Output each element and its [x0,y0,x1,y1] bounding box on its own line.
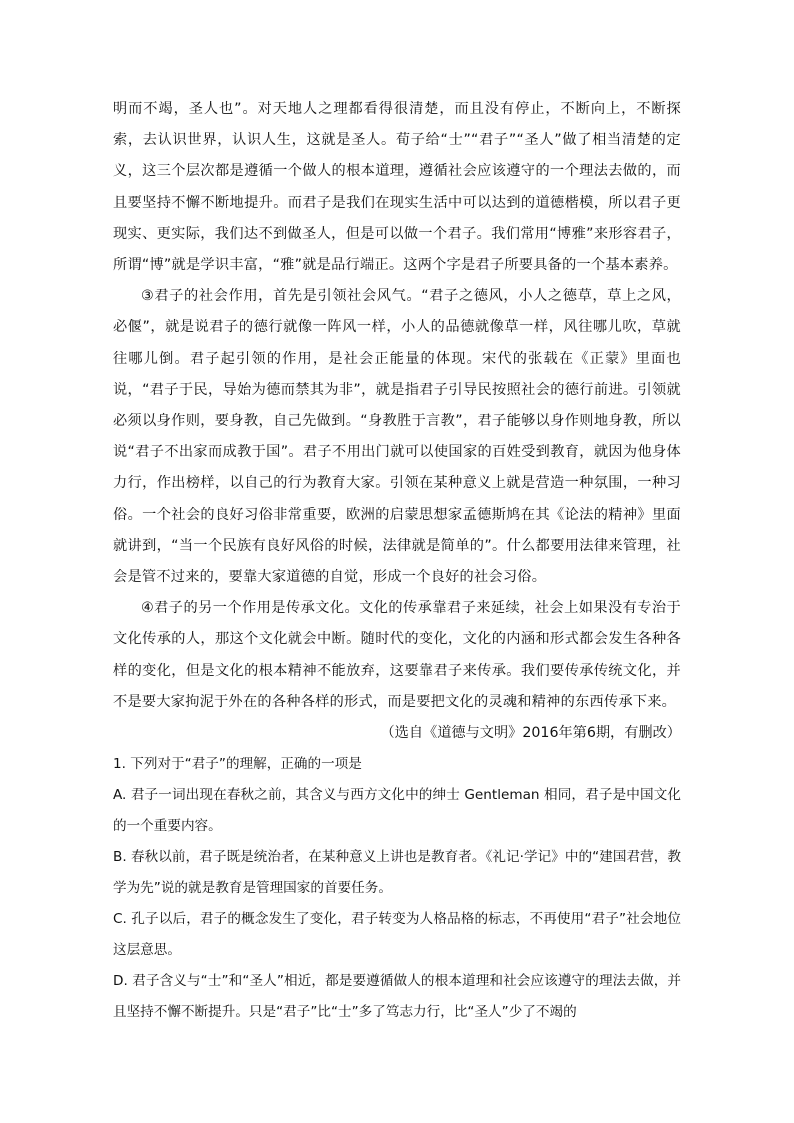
option-a: A. 君子一词出现在春秋之前，其含义与西方文化中的绅士 Gentleman 相同，君子是中国文化的一个重要内容。 [113,787,681,835]
article-paragraph-1: 明而不竭，圣人也”。对天地人之理都看得很清楚，而且没有停止，不断向上，不断探索，去认识世界，认识人生，这就是圣人。荀子给“士”“君子”“圣人”做了相当清楚的定义，这三个层次都是遵循一个做人的根本道理，遵循社会应该遵守的一个理法去做的，而且要坚持不懈不断地提升。而君子是我们在现实生活中可以达到的道德楷模，所以君子更现实、更实际，我们达不到做圣人，但是可以做一个君子。我们常用“博雅”来形容君子，所谓“博”就是学识丰富，“雅”就是品行端正。这两个字是君子所要具备的一个基本素养。 [113,101,681,274]
article-paragraph-3: ③君子的社会作用，首先是引领社会风气。“君子之德风，小人之德草，草上之风，必偃”，就是说君子的德行就像一阵风一样，小人的品德就像草一样，风往哪儿吹，草就往哪儿倒。君子起引领的作用，是社会正能量的体现。宋代的张载在《正蒙》里面也说，“君子于民，导始为德而禁其为非”，就是指君子引导民按照社会的德行前进。引领就必须以身作则，要身教，自己先做到。“身教胜于言教”，君子能够以身作则地身教，所以说“君子不出家而成教于国”。君子不用出门就可以使国家的百姓受到教育，就因为他身体力行，作出榜样，以自己的行为教育大家。引领在某种意义上就是营造一种氛围，一种习俗。一个社会的良好习俗非常重要，欧洲的启蒙思想家孟德斯鸠在其《论法的精神》里面就讲到，“当一个民族有良好风俗的时候，法律就是简单的”。什么都要用法律来管理，社会是管不过来的，要靠大家道德的自觉，形成一个良好的社会习俗。 [113,288,681,586]
document-page [113,94,681,1028]
article-source: （选自《道德与文明》2016年第6期，有删改） [380,725,681,742]
article-paragraph-4: ④君子的另一个作用是传承文化。文化的传承靠君子来延续，社会上如果没有专治于文化传承的人，那这个文化就会中断。随时代的变化，文化的内涵和形式都会发生各种各样的变化，但是文化的根本精神不能放弃，这要靠君子来传承。我们要传承传统文化，并不是要大家拘泥于外在的各种各样的形式，而是要把文化的灵魂和精神的东西传承下来。 [113,600,681,710]
question-stem: 1. 下列对于“君子”的理解，正确的一项是 [113,756,362,773]
option-b: B. 春秋以前，君子既是统治者，在某种意义上讲也是教育者。《礼记·学记》中的“建国君营，教学为先”说的就是教育是管理国家的首要任务。 [113,849,681,897]
option-d: D. 君子含义与“士”和“圣人”相近，都是要遵循做人的根本道理和社会应该遵守的理法去做，并且坚持不懈不断提升。只是“君子”比“士”多了笃志力行，比“圣人”少了不竭的 [113,973,681,1021]
option-c: C. 孔子以后，君子的概念发生了变化，君子转变为人格品格的标志，不再使用“君子”社会地位这层意思。 [113,911,681,959]
